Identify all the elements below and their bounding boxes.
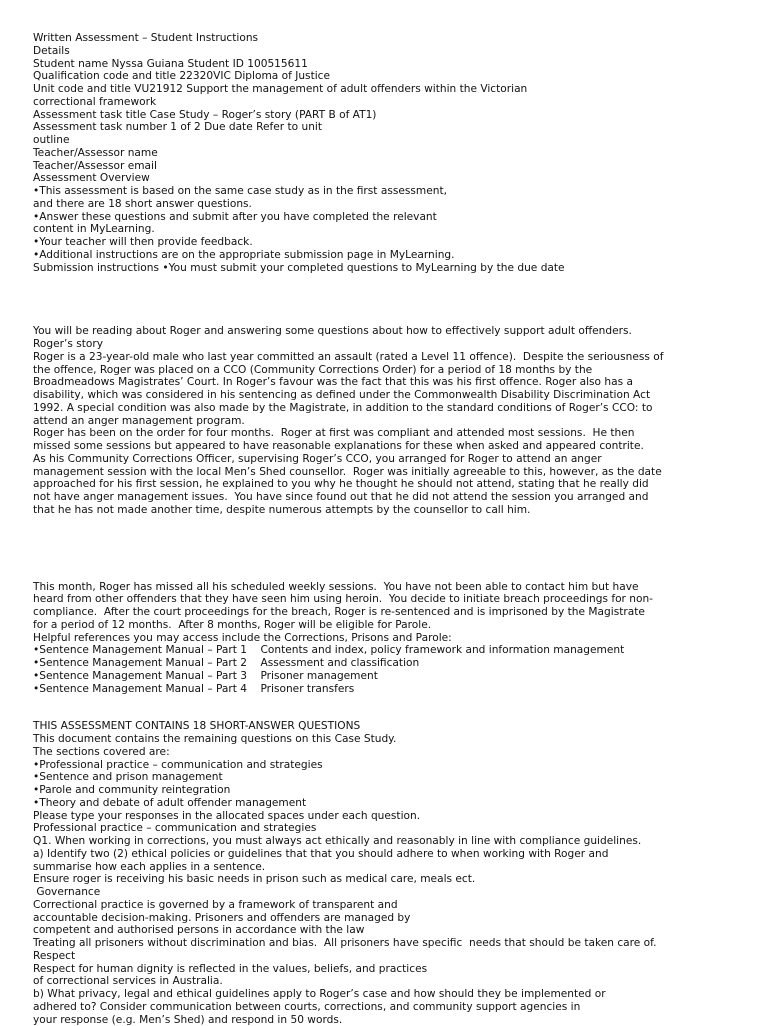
details-line: Assessment task number 1 of 2 Due date Refer to unit — [33, 121, 723, 134]
story-line: Roger’s story — [33, 338, 723, 351]
story-line: Roger is a 23-year-old male who last year committed an assault (rated a Level 11 offence). Despite the seriousness of — [33, 351, 723, 364]
question-line: your response (e.g. Men’s Shed) and respond in 50 words. — [33, 1014, 723, 1026]
details-line: •Additional instructions are on the appropriate submission page in MyLearning. — [33, 249, 723, 262]
question-line: •Parole and community reintegration — [33, 784, 723, 797]
details-line: •Your teacher will then provide feedback. — [33, 236, 723, 249]
story-line: Broadmeadows Magistrates’ Court. In Roger’s favour was the fact that this was his first offence. Roger also has a — [33, 376, 723, 389]
question-line: •Professional practice – communication and strategies — [33, 759, 723, 772]
question-line: Please type your responses in the allocated spaces under each question. — [33, 810, 723, 823]
details-line: •This assessment is based on the same case study as in the first assessment, — [33, 185, 723, 198]
breach-line: This month, Roger has missed all his scheduled weekly sessions. You have not been able to contact him but have — [33, 581, 723, 594]
question-line: accountable decision-making. Prisoners and offenders are managed by — [33, 912, 723, 925]
story-line: approached for his first session, he explained to you why he thought he should not attend, stating that he really did — [33, 478, 723, 491]
details-line: correctional framework — [33, 96, 723, 109]
breach-line: •Sentence Management Manual – Part 2 Assessment and classification — [33, 657, 723, 670]
story-line: Roger has been on the order for four months. Roger at first was compliant and attended most sessions. He then — [33, 427, 723, 440]
questions-section — [33, 720, 723, 1026]
question-line: summarise how each applies in a sentence. — [33, 861, 723, 874]
question-line: •Sentence and prison management — [33, 771, 723, 784]
story-line: disability, which was considered in his sentencing as defined under the Commonwealth Disability Discrimination Act — [33, 389, 723, 402]
story-line: As his Community Corrections Officer, supervising Roger’s CCO, you arranged for Roger to attend an anger — [33, 453, 723, 466]
story-line: missed some sessions but appeared to have reasonable explanations for these when asked and appeared contrite. — [33, 440, 723, 453]
breach-line: heard from other offenders that they have seen him using heroin. You decide to initiate breach proceedings for non- — [33, 593, 723, 606]
question-line: b) What privacy, legal and ethical guidelines apply to Roger’s case and how should they be implemented or — [33, 988, 723, 1001]
details-section — [33, 32, 723, 274]
question-line: Ensure roger is receiving his basic needs in prison such as medical care, meals ect. — [33, 873, 723, 886]
question-line: Q1. When working in corrections, you must always act ethically and reasonably in line with compliance guidelines. — [33, 835, 723, 848]
story-line: the offence, Roger was placed on a CCO (Community Corrections Order) for a period of 18 months by the — [33, 364, 723, 377]
details-line: Assessment task title Case Study – Roger’s story (PART B of AT1) — [33, 109, 723, 122]
story-line: that he has not made another time, despite numerous attempts by the counsellor to call him. — [33, 504, 723, 517]
breach-line: for a period of 12 months. After 8 months, Roger will be eligible for Parole. — [33, 619, 723, 632]
story-line: attend an anger management program. — [33, 415, 723, 428]
story-section — [33, 325, 723, 516]
question-line: competent and authorised persons in accordance with the law — [33, 924, 723, 937]
details-line: outline — [33, 134, 723, 147]
details-line: Assessment Overview — [33, 172, 723, 185]
question-line: Treating all prisoners without discrimination and bias. All prisoners have specific needs that should be taken care of. — [33, 937, 723, 950]
question-line: THIS ASSESSMENT CONTAINS 18 SHORT-ANSWER QUESTIONS — [33, 720, 723, 733]
breach-section — [33, 581, 723, 696]
question-line: This document contains the remaining questions on this Case Study. — [33, 733, 723, 746]
details-line: Teacher/Assessor name — [33, 147, 723, 160]
details-line: Student name Nyssa Guiana Student ID 100515611 — [33, 58, 723, 71]
question-line: Professional practice – communication and strategies — [33, 822, 723, 835]
question-line: The sections covered are: — [33, 746, 723, 759]
question-line: a) Identify two (2) ethical policies or guidelines that that you should adhere to when working with Roger and — [33, 848, 723, 861]
spacer — [33, 517, 723, 581]
breach-line: •Sentence Management Manual – Part 4 Prisoner transfers — [33, 683, 723, 696]
question-line: adhered to? Consider communication between courts, corrections, and community support agencies in — [33, 1001, 723, 1014]
details-line: Teacher/Assessor email — [33, 160, 723, 173]
breach-line: compliance. After the court proceedings for the breach, Roger is re-sentenced and is imprisoned by the Magistrate — [33, 606, 723, 619]
details-line: Submission instructions •You must submit your completed questions to MyLearning by the due date — [33, 262, 723, 275]
details-line: and there are 18 short answer questions. — [33, 198, 723, 211]
details-line: Written Assessment – Student Instructions — [33, 32, 723, 45]
breach-line: •Sentence Management Manual – Part 1 Contents and index, policy framework and information management — [33, 644, 723, 657]
breach-line: Helpful references you may access include the Corrections, Prisons and Parole: — [33, 632, 723, 645]
story-line: not have anger management issues. You have since found out that he did not attend the session you arranged and — [33, 491, 723, 504]
details-line: Qualification code and title 22320VIC Diploma of Justice — [33, 70, 723, 83]
details-line: Unit code and title VU21912 Support the management of adult offenders within the Victorian — [33, 83, 723, 96]
question-line: •Theory and debate of adult offender management — [33, 797, 723, 810]
question-line: Respect — [33, 950, 723, 963]
details-line: •Answer these questions and submit after you have completed the relevant — [33, 211, 723, 224]
spacer — [33, 274, 723, 325]
question-line: Correctional practice is governed by a framework of transparent and — [33, 899, 723, 912]
question-line: of correctional services in Australia. — [33, 975, 723, 988]
story-line: management session with the local Men’s Shed counsellor. Roger was initially agreeable to this, however, as the date — [33, 466, 723, 479]
story-line: You will be reading about Roger and answering some questions about how to effectively support adult offenders. — [33, 325, 723, 338]
details-line: Details — [33, 45, 723, 58]
details-line: content in MyLearning. — [33, 223, 723, 236]
question-line: Governance — [33, 886, 723, 899]
document-page — [33, 32, 723, 1026]
question-line: Respect for human dignity is reflected in the values, beliefs, and practices — [33, 963, 723, 976]
spacer — [33, 695, 723, 720]
breach-line: •Sentence Management Manual – Part 3 Prisoner management — [33, 670, 723, 683]
story-line: 1992. A special condition was also made by the Magistrate, in addition to the standard conditions of Roger’s CCO: to — [33, 402, 723, 415]
